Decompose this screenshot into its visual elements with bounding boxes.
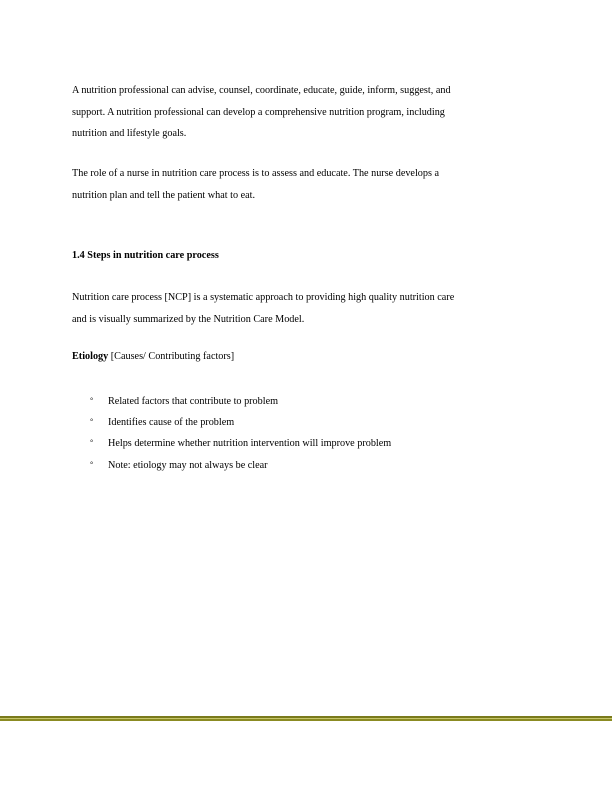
list-item-text: Helps determine whether nutrition intervention will improve problem	[108, 438, 392, 450]
list-item-text: Identifies cause of the problem	[108, 417, 235, 429]
paragraph-line: and is visually summarized by the Nutrition Care Model.	[72, 313, 305, 325]
list-item-text: Note: etiology may not always be clear	[108, 459, 268, 471]
paragraph-ncp-definition	[72, 287, 542, 330]
paragraph-nurse-role	[72, 163, 542, 206]
bullet-icon: °	[90, 396, 94, 405]
list-item-text: Related factors that contribute to problem	[108, 396, 279, 407]
paragraph-line: nutrition and lifestyle goals.	[72, 128, 187, 139]
list-item	[90, 459, 391, 480]
footer-divider-bottom	[0, 719, 612, 721]
bullet-icon: °	[90, 417, 94, 427]
paragraph-line: support. A nutrition professional can develop a comprehensive nutrition program, including	[72, 106, 445, 118]
paragraph-line: The role of a nurse in nutrition care process is to assess and educate. The nurse develops a	[72, 168, 440, 179]
paragraph-line: A nutrition professional can advise, counsel, coordinate, educate, guide, inform, suggest, and	[72, 85, 451, 96]
etiology-line	[72, 350, 234, 364]
bullet-icon: °	[90, 438, 94, 448]
list-item	[90, 416, 391, 437]
section-heading: 1.4 Steps in nutrition care process	[72, 250, 219, 261]
paragraph-nutrition-professional	[72, 80, 542, 145]
paragraph-line: Nutrition care process [NCP] is a systematic approach to providing high quality nutrition care	[72, 292, 455, 303]
etiology-description: [Causes/ Contributing factors]	[108, 351, 235, 362]
list-item	[90, 437, 391, 458]
etiology-term: Etiology	[72, 351, 109, 362]
list-item	[90, 395, 391, 416]
bullet-icon: °	[90, 459, 94, 469]
paragraph-line: nutrition plan and tell the patient what to eat.	[72, 189, 256, 201]
footer-divider	[0, 716, 612, 721]
etiology-bullet-list	[90, 395, 391, 480]
